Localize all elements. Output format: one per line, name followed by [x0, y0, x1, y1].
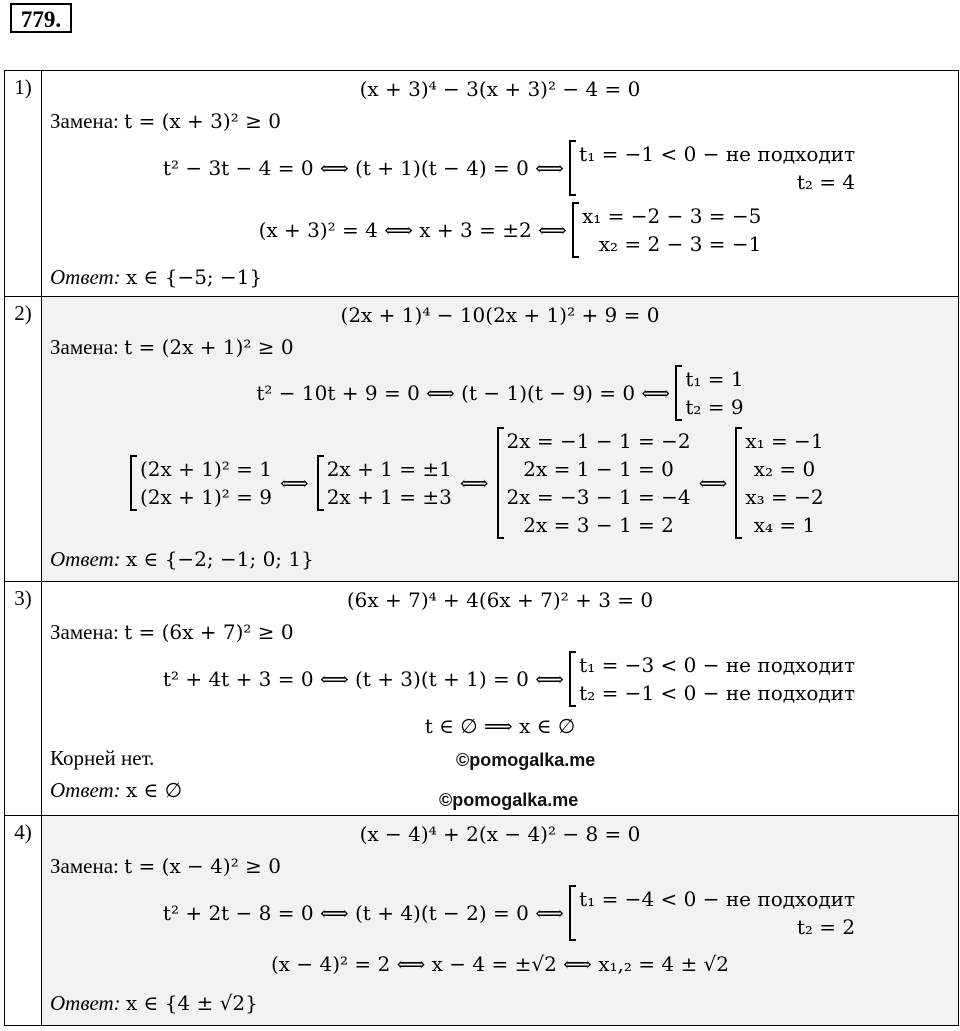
answer: Ответ: x ∈ {4 ± √2}	[50, 991, 258, 1015]
row-content	[42, 582, 959, 816]
system-c: 2x = −1 − 1 = −2 2x = 1 − 1 = 0 2x = −3 − 1 = −4 2x = 3 − 1 = 2	[497, 427, 691, 539]
problem-number: 779.	[10, 3, 72, 33]
system-b: 2x + 1 = ±1 2x + 1 = ±3	[317, 455, 452, 511]
quadratic-step: t² − 10t + 9 = 0 ⟺ (t − 1)(t − 9) = 0 ⟺ t₁ = 1 t₂ = 9	[256, 367, 744, 419]
table-row	[5, 297, 959, 582]
quad-system: t₁ = 1 t₂ = 9	[675, 365, 743, 421]
answer: Ответ: x ∈ ∅	[50, 778, 183, 802]
back-substitution: (2x + 1)² = 1 (2x + 1)² = 9 ⟺ 2x + 1 = ±1 2x + 1 = ±3 ⟺ 2x = −1 − 1 = −2 2x = 1 − 1 = 0 2x = −3 − 1 = −4 2x = 3 − 1 = 2 ⟺ x₁ = −1 x₂ = 0 x₃ = −2 x₄ = 1	[42, 423, 958, 543]
watermark: ©pomogalka.me	[439, 790, 579, 810]
no-roots: Корней нет.	[50, 746, 155, 770]
equation: (x + 3)⁴ − 3(x + 3)² − 4 = 0	[359, 77, 641, 101]
row-number: 1)	[5, 71, 42, 297]
table-row	[5, 582, 959, 816]
row-number: 2)	[5, 297, 42, 582]
back-system: x₁ = −2 − 3 = −5 x₂ = 2 − 3 = −1	[572, 202, 761, 258]
row-number: 4)	[5, 816, 42, 1026]
watermark: ©pomogalka.me	[456, 750, 596, 770]
substitution: Замена: t = (x + 3)² ≥ 0	[50, 109, 281, 133]
system-a: (2x + 1)² = 1 (2x + 1)² = 9	[130, 455, 272, 511]
row-content	[42, 816, 959, 1026]
equation: (6x + 7)⁴ + 4(6x + 7)² + 3 = 0	[346, 588, 654, 612]
substitution: Замена: t = (6x + 7)² ≥ 0	[50, 620, 294, 644]
back-substitution: (x − 4)² = 2 ⟺ x − 4 = ±√2 ⟺ x₁,₂ = 4 ± √2	[270, 952, 730, 976]
solution-table	[4, 70, 959, 1026]
system-d: x₁ = −1 x₂ = 0 x₃ = −2 x₄ = 1	[735, 427, 823, 539]
substitution: Замена: t = (x − 4)² ≥ 0	[50, 854, 281, 878]
substitution: Замена: t = (2x + 1)² ≥ 0	[50, 335, 294, 359]
quad-system: t₁ = −1 < 0 − не подходит t₂ = 4	[569, 140, 855, 196]
empty-set-line: t ∈ ∅ ⟹ x ∈ ∅	[424, 714, 576, 738]
equation: (x − 4)⁴ + 2(x − 4)² − 8 = 0	[359, 822, 641, 846]
row-content	[42, 297, 959, 582]
quad-system: t₁ = −3 < 0 − не подходит t₂ = −1 < 0 − не подходит	[569, 651, 855, 707]
table-row	[5, 71, 959, 297]
table-row	[5, 816, 959, 1026]
back-substitution: (x + 3)² = 4 ⟺ x + 3 = ±2 ⟺ x₁ = −2 − 3 = −5 x₂ = 2 − 3 = −1	[258, 204, 762, 256]
answer: Ответ: x ∈ {−2; −1; 0; 1}	[50, 547, 314, 571]
row-content	[42, 71, 959, 297]
equation: (2x + 1)⁴ − 10(2x + 1)² + 9 = 0	[340, 303, 660, 327]
row-number: 3)	[5, 582, 42, 816]
answer: Ответ: x ∈ {−5; −1}	[50, 265, 263, 289]
quadratic-step: t² + 4t + 3 = 0 ⟺ (t + 3)(t + 1) = 0 ⟺ t₁ = −3 < 0 − не подходит t₂ = −1 < 0 − не подходит	[162, 653, 856, 705]
quad-system: t₁ = −4 < 0 − не подходит t₂ = 2	[569, 885, 855, 941]
quadratic-step: t² − 3t − 4 = 0 ⟺ (t + 1)(t − 4) = 0 ⟺ t₁ = −1 < 0 − не подходит t₂ = 4	[162, 142, 856, 194]
quadratic-step: t² + 2t − 8 = 0 ⟺ (t + 4)(t − 2) = 0 ⟺ t₁ = −4 < 0 − не подходит t₂ = 2	[162, 887, 856, 939]
